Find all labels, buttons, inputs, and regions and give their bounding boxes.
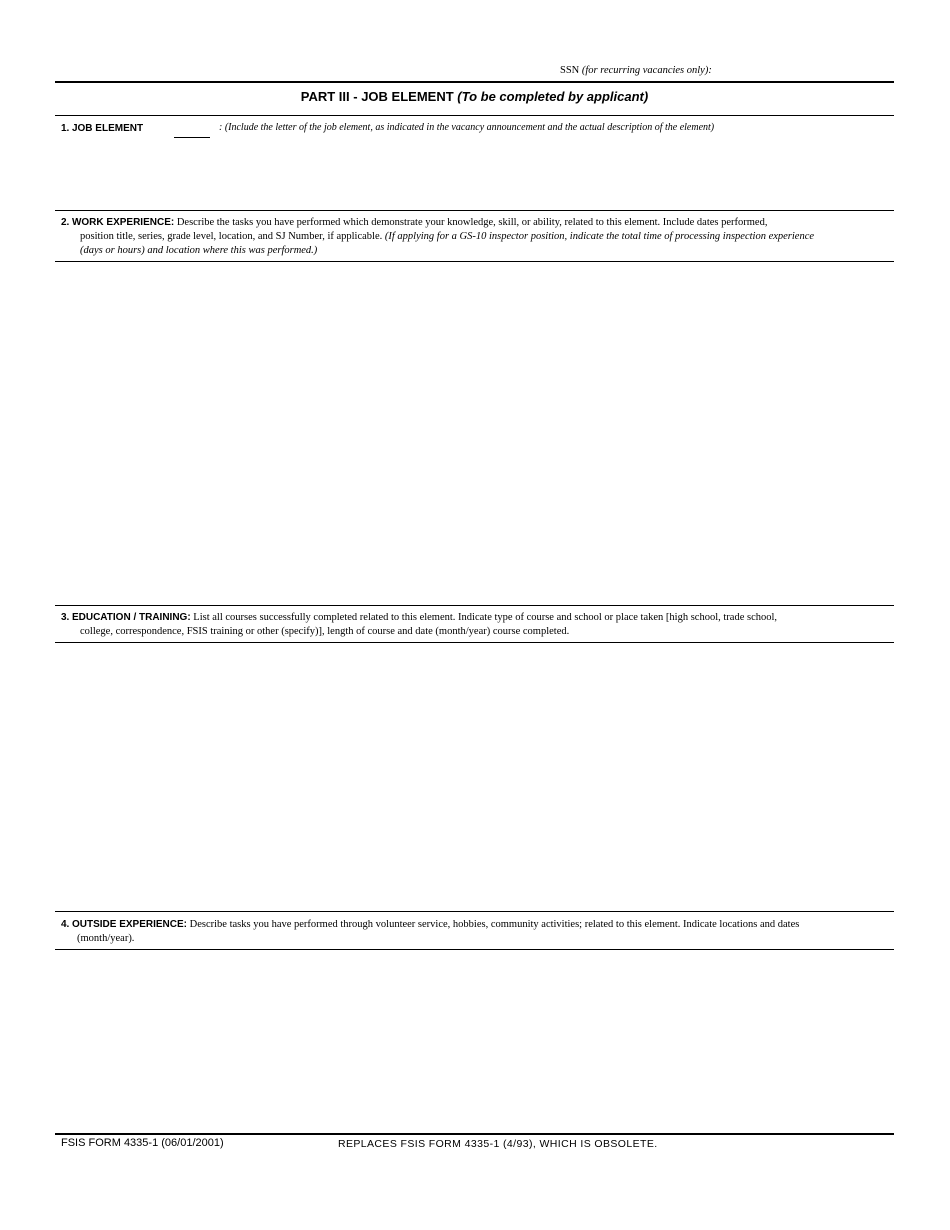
section-2-text-1: Describe the tasks you have performed which demonstrate your knowledge, skill, or ability, related to this element. Include dates performed, bbox=[176, 217, 768, 228]
job-element-note: : (Include the letter of the job element, as indicated in the vacancy announcement and the actual description of the element) bbox=[219, 122, 715, 133]
part-title-sub: (To be completed by applicant) bbox=[457, 89, 649, 104]
section-1-label: JOB ELEMENT bbox=[71, 123, 144, 134]
section-2-italic-3: (days or hours) and location where this was performed.) bbox=[80, 245, 318, 256]
section-3-text-1: List all courses successfully completed related to this element. Indicate type of course and school or place taken [high school, trade school, bbox=[193, 612, 778, 623]
section-4-label: OUTSIDE EXPERIENCE: bbox=[71, 919, 187, 930]
ssn-note: (for recurring vacancies only): bbox=[581, 65, 712, 76]
part-title-main: PART III - JOB ELEMENT bbox=[300, 89, 454, 104]
section-work-experience-header bbox=[61, 216, 891, 258]
section-1-number: 1. bbox=[61, 123, 70, 134]
work-experience-answer-area[interactable] bbox=[55, 263, 894, 603]
section-3-bottom-rule bbox=[55, 642, 894, 643]
replaces-notice: REPLACES FSIS FORM 4335-1 (4/93), WHICH IS OBSOLETE. bbox=[338, 1138, 658, 1150]
section-4-bottom-rule bbox=[55, 949, 894, 950]
job-element-letter-field[interactable] bbox=[174, 137, 210, 138]
outside-experience-answer-area[interactable] bbox=[55, 951, 894, 1131]
section-education-training-header bbox=[61, 611, 891, 639]
section-3-top-rule bbox=[55, 605, 894, 606]
part-title bbox=[55, 89, 894, 104]
section-3-label: EDUCATION / TRAINING: bbox=[71, 612, 191, 623]
section-4-text-1: Describe tasks you have performed through volunteer service, hobbies, community activities; related to this element. Indicate locations and dates bbox=[189, 919, 800, 930]
section-4-text-2: (month/year). bbox=[77, 933, 135, 944]
section-3-number: 3. bbox=[61, 612, 70, 623]
section-2-italic-2: (If applying for a GS-10 inspector position, indicate the total time of processing inspection experience bbox=[384, 231, 815, 242]
section-outside-experience-header bbox=[61, 918, 891, 946]
form-id: FSIS FORM 4335-1 (06/01/2001) bbox=[61, 1137, 224, 1149]
section-4-top-rule bbox=[55, 911, 894, 912]
footer-rule bbox=[55, 1133, 894, 1135]
part-rule bbox=[55, 115, 894, 116]
section-4-number: 4. bbox=[61, 919, 70, 930]
ssn-field-label bbox=[560, 65, 712, 76]
education-training-answer-area[interactable] bbox=[55, 644, 894, 909]
section-3-text-2: college, correspondence, FSIS training or other (specify)], length of course and date (month/year) course completed. bbox=[80, 626, 570, 637]
section-2-label: WORK EXPERIENCE: bbox=[71, 217, 175, 228]
section-2-top-rule bbox=[55, 210, 894, 211]
section-2-number: 2. bbox=[61, 217, 70, 228]
section-2-bottom-rule bbox=[55, 261, 894, 262]
section-2-text-2: position title, series, grade level, location, and SJ Number, if applicable. bbox=[80, 231, 383, 242]
job-element-answer-area[interactable] bbox=[55, 142, 894, 208]
ssn-label: SSN bbox=[560, 65, 580, 76]
top-rule bbox=[55, 81, 894, 83]
